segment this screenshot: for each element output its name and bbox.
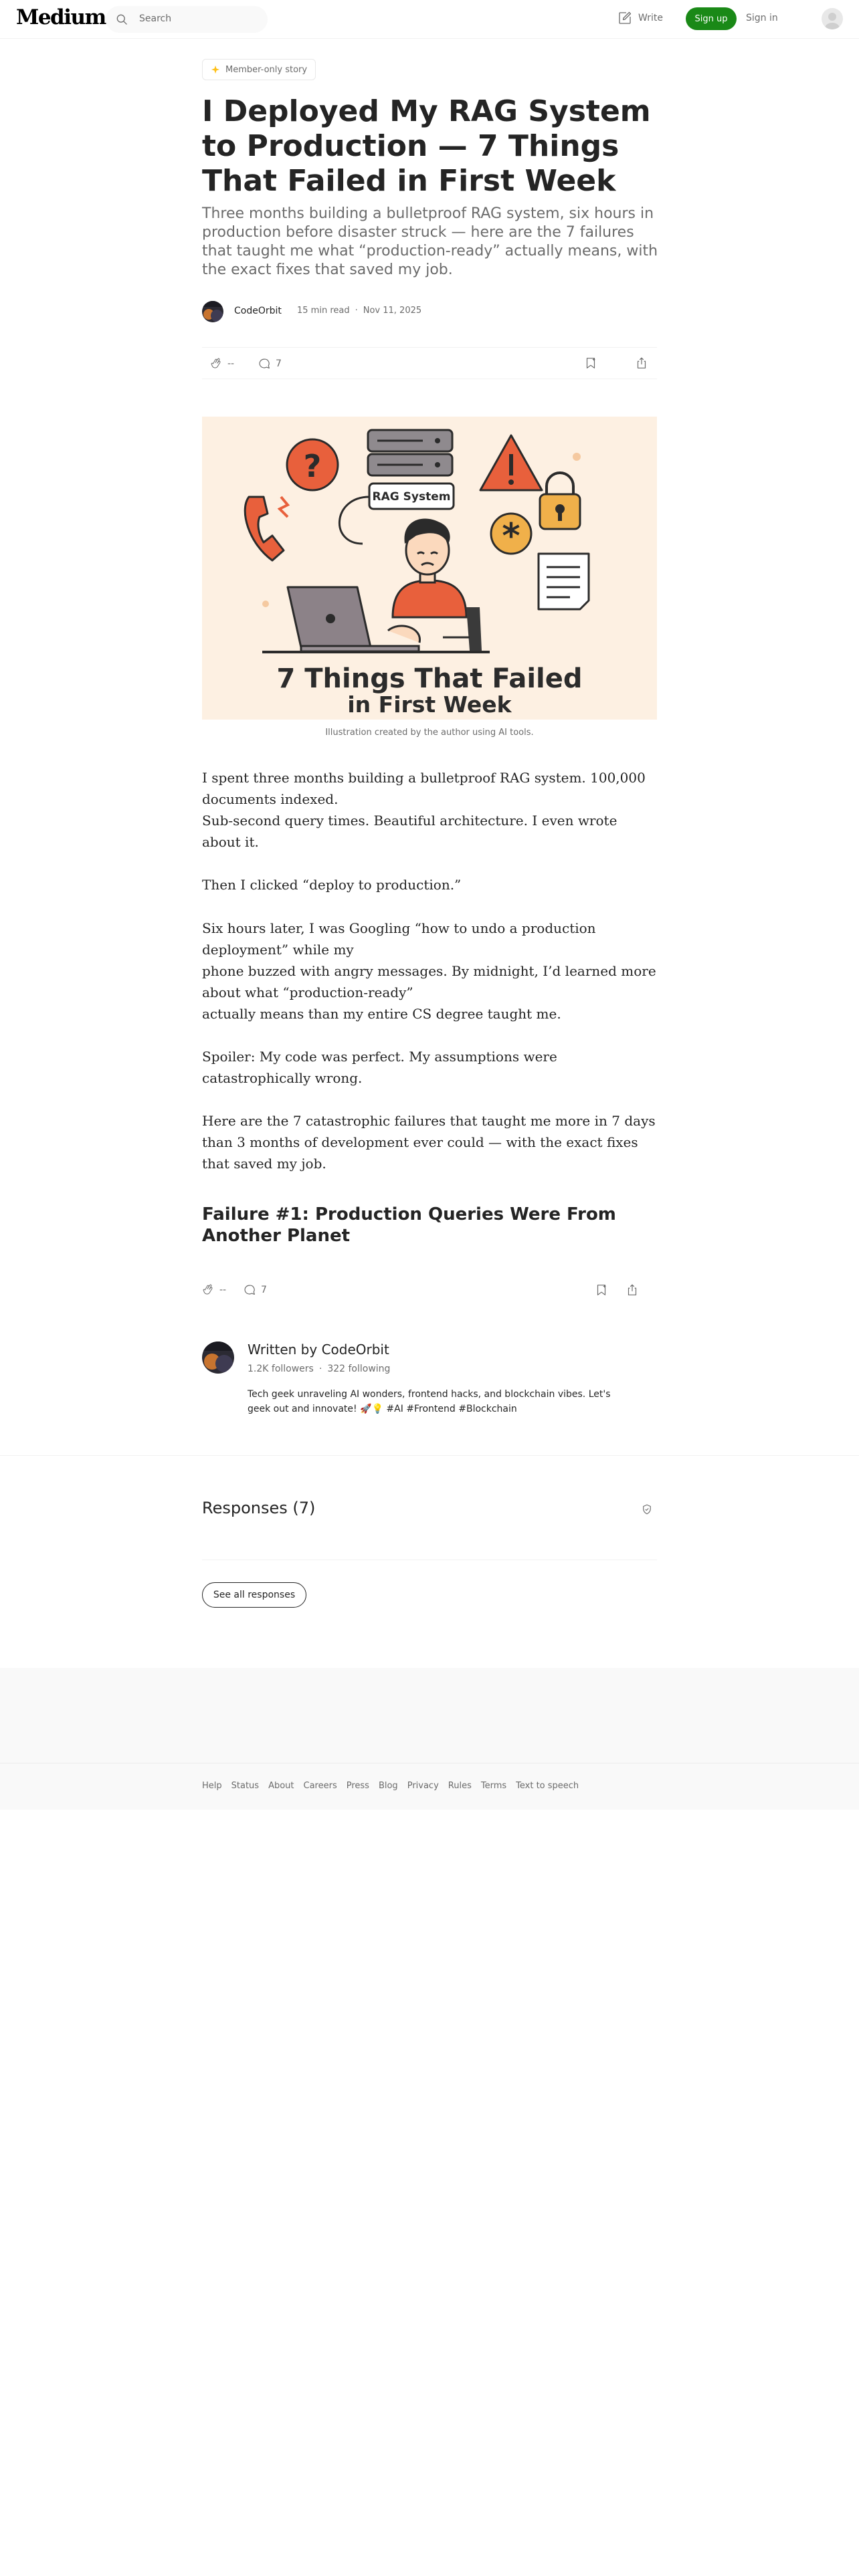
paragraph-5: Here are the 7 catastrophic failures that taught me more in 7 days than 3 months of development ever could — with the exact fixes that saved my job. bbox=[202, 1113, 656, 1172]
clap-icon bbox=[209, 356, 223, 371]
article-action-bar-top bbox=[202, 347, 657, 379]
member-only-badge bbox=[202, 59, 316, 80]
bookmark-icon[interactable] bbox=[583, 356, 598, 370]
footer-link-blog[interactable]: Blog bbox=[378, 1781, 398, 1791]
clap-count-bottom: -- bbox=[219, 1285, 227, 1295]
shield-icon[interactable] bbox=[641, 1503, 653, 1515]
user-avatar[interactable] bbox=[822, 8, 843, 29]
search-box[interactable] bbox=[106, 6, 268, 33]
image-heading-line1: 7 Things That Failed bbox=[276, 663, 583, 694]
section-divider bbox=[0, 1455, 859, 1456]
medium-logo[interactable]: Medium bbox=[16, 5, 106, 29]
following-count[interactable]: 322 following bbox=[327, 1364, 391, 1374]
article-title: I Deployed My RAG System to Production — 7 Things That Failed in First Week bbox=[202, 94, 651, 198]
rag-system-label: RAG System bbox=[372, 490, 451, 504]
article-subtitle: Three months building a bulletproof RAG system, six hours in production before disaster struck — here are the 7 failures that taught me what “production-ready” actually means, with the exact fixes that saved my job. bbox=[202, 205, 658, 278]
hero-illustration bbox=[202, 417, 657, 720]
comment-count: 7 bbox=[276, 358, 282, 369]
responses-heading: Responses (7) bbox=[202, 1499, 316, 1517]
sign-in-link[interactable]: Sign in bbox=[746, 13, 778, 23]
default-user-icon bbox=[822, 8, 843, 29]
write-button[interactable] bbox=[617, 10, 663, 26]
article-meta bbox=[297, 306, 421, 316]
written-by-heading[interactable]: Written by CodeOrbit bbox=[248, 1341, 389, 1358]
footer-link-careers[interactable]: Careers bbox=[303, 1781, 337, 1791]
search-icon bbox=[115, 13, 128, 26]
member-only-label: Member-only story bbox=[225, 64, 308, 75]
footer-link-help[interactable]: Help bbox=[202, 1781, 222, 1791]
see-all-responses-button[interactable]: See all responses bbox=[202, 1582, 306, 1608]
author-bio: Tech geek unraveling AI wonders, frontend hacks, and blockchain vibes. Let's geek out and innovate! 🚀💡 #AI #Frontend #Blockchain bbox=[248, 1389, 611, 1414]
author-avatar-image bbox=[202, 301, 223, 322]
clap-icon bbox=[201, 1283, 215, 1297]
svg-text:*: * bbox=[502, 516, 520, 556]
comments-button-bottom[interactable] bbox=[242, 1283, 267, 1297]
followers-count[interactable]: 1.2K followers bbox=[248, 1364, 314, 1374]
share-icon[interactable] bbox=[634, 356, 649, 370]
article-hero-image bbox=[202, 417, 657, 720]
author-avatar-image bbox=[202, 1341, 234, 1374]
clap-button-bottom[interactable] bbox=[201, 1283, 226, 1297]
footer-link-text-to-speech[interactable]: Text to speech bbox=[516, 1781, 579, 1791]
comment-icon bbox=[242, 1283, 257, 1297]
footer-link-press[interactable]: Press bbox=[346, 1781, 369, 1791]
write-label: Write bbox=[638, 13, 663, 23]
footer-link-privacy[interactable]: Privacy bbox=[407, 1781, 439, 1791]
section-heading: Failure #1: Production Queries Were From Another Planet bbox=[202, 1204, 616, 1246]
stats-separator: · bbox=[318, 1364, 322, 1374]
paragraph-3: Six hours later, I was Googling “how to undo a production deployment” while my phone buzzed with angry messages. By midnight, I’d learned more about what “production-ready” actually means than my entire CS degree taught me. bbox=[202, 920, 656, 1022]
author-card-avatar[interactable] bbox=[202, 1341, 234, 1374]
publish-date: Nov 11, 2025 bbox=[363, 306, 422, 316]
star-icon bbox=[211, 65, 220, 74]
comments-button[interactable] bbox=[257, 356, 282, 371]
article-action-bar-bottom bbox=[202, 1275, 657, 1305]
top-navigation-bar bbox=[0, 0, 859, 39]
read-time: 15 min read bbox=[297, 306, 350, 316]
meta-separator: · bbox=[355, 306, 358, 316]
footer-link-about[interactable]: About bbox=[268, 1781, 294, 1791]
search-input[interactable]: Search bbox=[139, 13, 172, 24]
paragraph-1: I spent three months building a bulletproof RAG system. 100,000 documents indexed. Sub-second query times. Beautiful architecture. I even wrote about it. bbox=[202, 770, 646, 850]
write-icon bbox=[617, 10, 633, 26]
author-name-link[interactable]: CodeOrbit bbox=[234, 306, 282, 316]
sign-up-button[interactable]: Sign up bbox=[686, 7, 737, 30]
share-icon[interactable] bbox=[625, 1283, 640, 1297]
paragraph-4: Spoiler: My code was perfect. My assumptions were catastrophically wrong. bbox=[202, 1049, 557, 1086]
author-avatar[interactable] bbox=[202, 301, 223, 322]
clap-count: -- bbox=[227, 358, 235, 369]
image-heading-line2: in First Week bbox=[347, 691, 512, 718]
clap-button[interactable] bbox=[209, 356, 234, 371]
footer-link-status[interactable]: Status bbox=[231, 1781, 260, 1791]
image-caption: Illustration created by the author using AI tools. bbox=[325, 728, 534, 738]
bookmark-icon[interactable] bbox=[594, 1283, 609, 1297]
footer-links bbox=[202, 1781, 579, 1791]
svg-text:?: ? bbox=[303, 448, 322, 484]
footer-link-rules[interactable]: Rules bbox=[448, 1781, 472, 1791]
comment-count-bottom: 7 bbox=[261, 1285, 267, 1295]
follow-stats bbox=[248, 1364, 390, 1374]
paragraph-2: Then I clicked “deploy to production.” bbox=[202, 877, 462, 893]
footer-link-terms[interactable]: Terms bbox=[480, 1781, 507, 1791]
comment-icon bbox=[257, 356, 272, 371]
